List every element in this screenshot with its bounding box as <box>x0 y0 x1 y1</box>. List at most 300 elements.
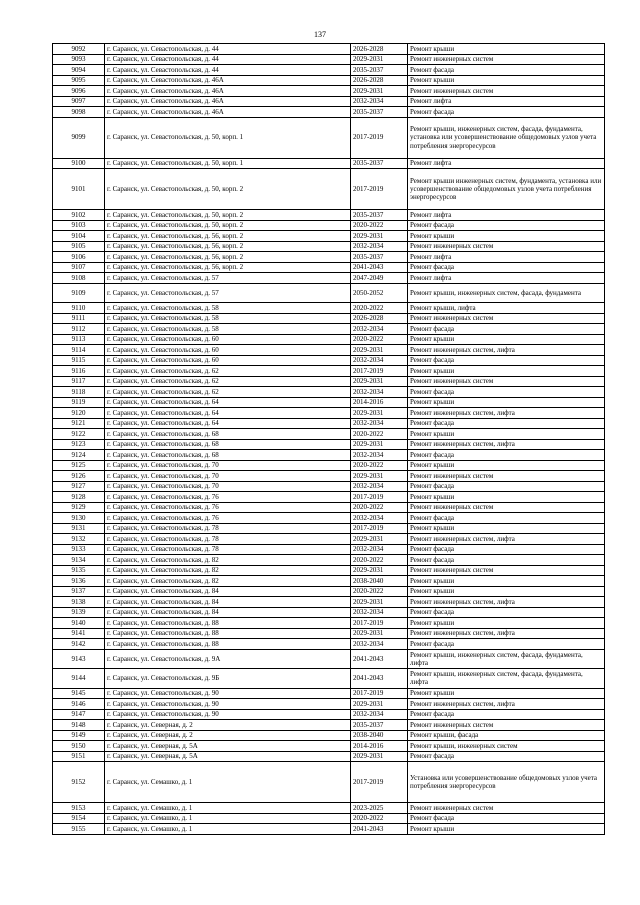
work-type-cell: Ремонт лифта <box>408 252 605 263</box>
period-cell: 2035-2037 <box>351 65 408 76</box>
row-number-cell: 9132 <box>53 534 105 545</box>
work-type-cell: Ремонт крыши <box>408 397 605 408</box>
period-cell: 2038-2040 <box>351 730 408 741</box>
work-type-cell: Ремонт лифта <box>408 210 605 221</box>
table-row <box>53 597 605 608</box>
work-type-cell: Ремонт инженерных систем, лифта <box>408 408 605 419</box>
address-cell: г. Саранск, ул. Севастопольская, д. 76 <box>105 513 351 524</box>
period-cell: 2041-2043 <box>351 669 408 689</box>
row-number-cell: 9138 <box>53 597 105 608</box>
table-row <box>53 283 605 303</box>
table-row <box>53 158 605 169</box>
row-number-cell: 9134 <box>53 555 105 566</box>
row-number-cell: 9104 <box>53 231 105 242</box>
row-number-cell: 9107 <box>53 262 105 273</box>
work-type-cell: Ремонт крыши <box>408 334 605 345</box>
period-cell: 2017-2019 <box>351 523 408 534</box>
table-row <box>53 762 605 803</box>
address-cell: г. Саранск, ул. Семашко, д. 1 <box>105 824 351 835</box>
work-type-cell: Ремонт фасада <box>408 481 605 492</box>
address-cell: г. Саранск, ул. Севастопольская, д. 50, корп. 2 <box>105 220 351 231</box>
work-type-cell: Ремонт инженерных систем <box>408 471 605 482</box>
table-row <box>53 262 605 273</box>
table-row <box>53 813 605 824</box>
table-row <box>53 492 605 503</box>
work-type-cell: Ремонт крыши <box>408 523 605 534</box>
period-cell: 2020-2022 <box>351 334 408 345</box>
row-number-cell: 9148 <box>53 720 105 731</box>
address-cell: г. Саранск, ул. Севастопольская, д. 46А <box>105 75 351 86</box>
address-cell: г. Саранск, ул. Севастопольская, д. 46А <box>105 96 351 107</box>
row-number-cell: 9099 <box>53 117 105 158</box>
row-number-cell: 9137 <box>53 586 105 597</box>
period-cell: 2029-2031 <box>351 628 408 639</box>
work-type-cell: Ремонт фасада <box>408 607 605 618</box>
period-cell: 2017-2019 <box>351 169 408 210</box>
address-cell: г. Саранск, ул. Семашко, д. 1 <box>105 813 351 824</box>
row-number-cell: 9116 <box>53 366 105 377</box>
row-number-cell: 9124 <box>53 450 105 461</box>
row-number-cell: 9154 <box>53 813 105 824</box>
address-cell: г. Саранск, ул. Севастопольская, д. 64 <box>105 408 351 419</box>
work-type-cell: Ремонт фасада <box>408 813 605 824</box>
address-cell: г. Саранск, ул. Севастопольская, д. 90 <box>105 709 351 720</box>
work-type-cell: Ремонт крыши, инженерных систем, фасада, фундамента, лифта <box>408 669 605 689</box>
row-number-cell: 9111 <box>53 313 105 324</box>
period-cell: 2020-2022 <box>351 460 408 471</box>
work-type-cell: Ремонт крыши, инженерных систем, фасада, фундамента, лифта <box>408 649 605 669</box>
address-cell: г. Саранск, ул. Севастопольская, д. 60 <box>105 345 351 356</box>
period-cell: 2029-2031 <box>351 565 408 576</box>
table-row <box>53 565 605 576</box>
row-number-cell: 9126 <box>53 471 105 482</box>
row-number-cell: 9094 <box>53 65 105 76</box>
period-cell: 2026-2028 <box>351 44 408 55</box>
work-type-cell: Ремонт крыши, инженерных систем <box>408 741 605 752</box>
row-number-cell: 9144 <box>53 669 105 689</box>
address-cell: г. Саранск, ул. Севастопольская, д. 84 <box>105 586 351 597</box>
row-number-cell: 9139 <box>53 607 105 618</box>
page-number: 137 <box>314 30 326 39</box>
row-number-cell: 9095 <box>53 75 105 86</box>
table-row <box>53 720 605 731</box>
address-cell: г. Саранск, ул. Севастопольская, д. 70 <box>105 460 351 471</box>
period-cell: 2029-2031 <box>351 54 408 65</box>
row-number-cell: 9102 <box>53 210 105 221</box>
work-type-cell: Ремонт фасада <box>408 751 605 762</box>
period-cell: 2017-2019 <box>351 762 408 803</box>
period-cell: 2032-2034 <box>351 544 408 555</box>
work-type-cell: Ремонт фасада <box>408 639 605 650</box>
table-row <box>53 555 605 566</box>
address-cell: г. Саранск, ул. Севастопольская, д. 60 <box>105 334 351 345</box>
period-cell: 2035-2037 <box>351 210 408 221</box>
table-row <box>53 513 605 524</box>
row-number-cell: 9127 <box>53 481 105 492</box>
table-row <box>53 273 605 284</box>
row-number-cell: 9131 <box>53 523 105 534</box>
address-cell: г. Саранск, ул. Севастопольская, д. 68 <box>105 429 351 440</box>
period-cell: 2035-2037 <box>351 158 408 169</box>
table-row <box>53 334 605 345</box>
address-cell: г. Саранск, ул. Севастопольская, д. 56, корп. 2 <box>105 252 351 263</box>
row-number-cell: 9136 <box>53 576 105 587</box>
table-row <box>53 618 605 629</box>
table-row <box>53 366 605 377</box>
address-cell: г. Саранск, ул. Севастопольская, д. 56, корп. 2 <box>105 241 351 252</box>
period-cell: 2032-2034 <box>351 418 408 429</box>
table-row <box>53 376 605 387</box>
table-row <box>53 54 605 65</box>
period-cell: 2026-2028 <box>351 75 408 86</box>
work-type-cell: Ремонт инженерных систем, лифта <box>408 628 605 639</box>
row-number-cell: 9112 <box>53 324 105 335</box>
work-type-cell: Ремонт крыши <box>408 824 605 835</box>
table-row <box>53 607 605 618</box>
work-type-cell: Ремонт инженерных систем <box>408 86 605 97</box>
period-cell: 2017-2019 <box>351 492 408 503</box>
period-cell: 2020-2022 <box>351 303 408 314</box>
work-type-cell: Установка или усовершенствование общедомовых узлов учета потребления энергоресурсов <box>408 762 605 803</box>
row-number-cell: 9130 <box>53 513 105 524</box>
row-number-cell: 9150 <box>53 741 105 752</box>
period-cell: 2017-2019 <box>351 618 408 629</box>
address-cell: г. Саранск, ул. Севастопольская, д. 44 <box>105 44 351 55</box>
period-cell: 2032-2034 <box>351 387 408 398</box>
work-type-cell: Ремонт инженерных систем, лифта <box>408 534 605 545</box>
row-number-cell: 9125 <box>53 460 105 471</box>
table-row <box>53 523 605 534</box>
row-number-cell: 9097 <box>53 96 105 107</box>
address-cell: г. Саранск, ул. Семашко, д. 1 <box>105 803 351 814</box>
work-type-cell: Ремонт фасада <box>408 544 605 555</box>
address-cell: г. Саранск, ул. Севастопольская, д. 60 <box>105 355 351 366</box>
address-cell: г. Саранск, ул. Севастопольская, д. 78 <box>105 544 351 555</box>
period-cell: 2020-2022 <box>351 555 408 566</box>
row-number-cell: 9121 <box>53 418 105 429</box>
row-number-cell: 9140 <box>53 618 105 629</box>
period-cell: 2023-2025 <box>351 803 408 814</box>
row-number-cell: 9152 <box>53 762 105 803</box>
row-number-cell: 9155 <box>53 824 105 835</box>
period-cell: 2041-2043 <box>351 649 408 669</box>
row-number-cell: 9098 <box>53 107 105 118</box>
work-type-cell: Ремонт инженерных систем, лифта <box>408 439 605 450</box>
address-cell: г. Саранск, ул. Севастопольская, д. 58 <box>105 303 351 314</box>
row-number-cell: 9105 <box>53 241 105 252</box>
work-type-cell: Ремонт лифта <box>408 158 605 169</box>
row-number-cell: 9149 <box>53 730 105 741</box>
period-cell: 2029-2031 <box>351 439 408 450</box>
table-row <box>53 429 605 440</box>
row-number-cell: 9151 <box>53 751 105 762</box>
work-type-cell: Ремонт крыши <box>408 688 605 699</box>
table-row <box>53 408 605 419</box>
period-cell: 2017-2019 <box>351 366 408 377</box>
address-cell: г. Саранск, ул. Севастопольская, д. 56, корп. 2 <box>105 231 351 242</box>
work-type-cell: Ремонт крыши <box>408 429 605 440</box>
address-cell: г. Саранск, ул. Севастопольская, д. 50, корп. 1 <box>105 158 351 169</box>
row-number-cell: 9103 <box>53 220 105 231</box>
address-cell: г. Саранск, ул. Севастопольская, д. 50, корп. 2 <box>105 169 351 210</box>
work-type-cell: Ремонт крыши, инженерных систем, фасада, фундамента, установка или усовершенствование общедомовых узлов учета потребления энергоресурсов <box>408 117 605 158</box>
table-row <box>53 387 605 398</box>
row-number-cell: 9123 <box>53 439 105 450</box>
table-row <box>53 639 605 650</box>
work-type-cell: Ремонт инженерных систем, лифта <box>408 597 605 608</box>
work-type-cell: Ремонт фасада <box>408 513 605 524</box>
address-cell: г. Саранск, ул. Севастопольская, д. 82 <box>105 565 351 576</box>
period-cell: 2032-2034 <box>351 709 408 720</box>
address-cell: г. Саранск, ул. Северная, д. 5А <box>105 751 351 762</box>
work-type-cell: Ремонт крыши <box>408 586 605 597</box>
table-row <box>53 803 605 814</box>
period-cell: 2029-2031 <box>351 597 408 608</box>
period-cell: 2041-2043 <box>351 824 408 835</box>
address-cell: г. Саранск, ул. Севастопольская, д. 50, корп. 1 <box>105 117 351 158</box>
work-type-cell: Ремонт крыши <box>408 576 605 587</box>
period-cell: 2032-2034 <box>351 481 408 492</box>
period-cell: 2014-2016 <box>351 741 408 752</box>
row-number-cell: 9135 <box>53 565 105 576</box>
row-number-cell: 9108 <box>53 273 105 284</box>
table-row <box>53 450 605 461</box>
row-number-cell: 9113 <box>53 334 105 345</box>
period-cell: 2050-2052 <box>351 283 408 303</box>
work-type-cell: Ремонт фасада <box>408 387 605 398</box>
work-type-cell: Ремонт крыши <box>408 460 605 471</box>
period-cell: 2032-2034 <box>351 513 408 524</box>
table-row <box>53 709 605 720</box>
work-type-cell: Ремонт инженерных систем <box>408 502 605 513</box>
work-type-cell: Ремонт крыши <box>408 44 605 55</box>
address-cell: г. Саранск, ул. Севастопольская, д. 62 <box>105 387 351 398</box>
table-row <box>53 688 605 699</box>
work-type-cell: Ремонт крыши, фасада <box>408 730 605 741</box>
table-row <box>53 241 605 252</box>
period-cell: 2032-2034 <box>351 241 408 252</box>
table-row <box>53 313 605 324</box>
work-type-cell: Ремонт крыши <box>408 618 605 629</box>
work-type-cell: Ремонт фасада <box>408 324 605 335</box>
table-row <box>53 439 605 450</box>
period-cell: 2020-2022 <box>351 502 408 513</box>
work-type-cell: Ремонт крыши <box>408 492 605 503</box>
row-number-cell: 9142 <box>53 639 105 650</box>
address-cell: г. Саранск, ул. Севастопольская, д. 68 <box>105 450 351 461</box>
table-row <box>53 741 605 752</box>
row-number-cell: 9145 <box>53 688 105 699</box>
address-cell: г. Саранск, ул. Севастопольская, д. 64 <box>105 418 351 429</box>
period-cell: 2029-2031 <box>351 699 408 710</box>
table-row <box>53 418 605 429</box>
work-type-cell: Ремонт фасада <box>408 450 605 461</box>
table-row <box>53 751 605 762</box>
row-number-cell: 9143 <box>53 649 105 669</box>
period-cell: 2029-2031 <box>351 534 408 545</box>
address-cell: г. Саранск, ул. Севастопольская, д. 58 <box>105 324 351 335</box>
period-cell: 2020-2022 <box>351 220 408 231</box>
address-cell: г. Саранск, ул. Севастопольская, д. 84 <box>105 597 351 608</box>
table-row <box>53 586 605 597</box>
work-type-cell: Ремонт инженерных систем <box>408 565 605 576</box>
address-cell: г. Саранск, ул. Севастопольская, д. 44 <box>105 65 351 76</box>
address-cell: г. Саранск, ул. Севастопольская, д. 76 <box>105 502 351 513</box>
work-type-cell: Ремонт крыши <box>408 231 605 242</box>
table-row <box>53 210 605 221</box>
work-type-cell: Ремонт крыши, инженерных систем, фасада, фундамента <box>408 283 605 303</box>
row-number-cell: 9109 <box>53 283 105 303</box>
table-row <box>53 44 605 55</box>
period-cell: 2017-2019 <box>351 688 408 699</box>
row-number-cell: 9114 <box>53 345 105 356</box>
work-type-cell: Ремонт крыши <box>408 366 605 377</box>
work-type-cell: Ремонт фасада <box>408 709 605 720</box>
row-number-cell: 9117 <box>53 376 105 387</box>
period-cell: 2032-2034 <box>351 607 408 618</box>
work-type-cell: Ремонт инженерных систем, лифта <box>408 699 605 710</box>
period-cell: 2020-2022 <box>351 813 408 824</box>
work-type-cell: Ремонт фасада <box>408 555 605 566</box>
period-cell: 2029-2031 <box>351 471 408 482</box>
address-cell: г. Саранск, ул. Северная, д. 5А <box>105 741 351 752</box>
table-row <box>53 96 605 107</box>
table-row <box>53 65 605 76</box>
table-row <box>53 669 605 689</box>
row-number-cell: 9128 <box>53 492 105 503</box>
address-cell: г. Саранск, ул. Севастопольская, д. 70 <box>105 481 351 492</box>
address-cell: г. Саранск, ул. Севастопольская, д. 88 <box>105 628 351 639</box>
period-cell: 2041-2043 <box>351 262 408 273</box>
work-type-cell: Ремонт лифта <box>408 96 605 107</box>
period-cell: 2029-2031 <box>351 408 408 419</box>
period-cell: 2038-2040 <box>351 576 408 587</box>
address-cell: г. Саранск, ул. Севастопольская, д. 46А <box>105 86 351 97</box>
address-cell: г. Саранск, ул. Севастопольская, д. 57 <box>105 283 351 303</box>
work-type-cell: Ремонт фасада <box>408 418 605 429</box>
table-row <box>53 75 605 86</box>
table-row <box>53 481 605 492</box>
work-type-cell: Ремонт фасада <box>408 220 605 231</box>
period-cell: 2032-2034 <box>351 450 408 461</box>
work-type-cell: Ремонт инженерных систем, лифта <box>408 345 605 356</box>
period-cell: 2020-2022 <box>351 586 408 597</box>
table-row <box>53 397 605 408</box>
table-row <box>53 345 605 356</box>
address-cell: г. Саранск, ул. Севастопольская, д. 9А <box>105 649 351 669</box>
address-cell: г. Саранск, ул. Севастопольская, д. 9Б <box>105 669 351 689</box>
row-number-cell: 9100 <box>53 158 105 169</box>
address-cell: г. Саранск, ул. Севастопольская, д. 44 <box>105 54 351 65</box>
table-row <box>53 649 605 669</box>
table-row <box>53 303 605 314</box>
work-type-cell: Ремонт инженерных систем <box>408 54 605 65</box>
address-cell: г. Саранск, ул. Севастопольская, д. 82 <box>105 555 351 566</box>
address-cell: г. Саранск, ул. Севастопольская, д. 78 <box>105 523 351 534</box>
address-cell: г. Саранск, ул. Севастопольская, д. 62 <box>105 366 351 377</box>
address-cell: г. Саранск, ул. Семашко, д. 1 <box>105 762 351 803</box>
table-row <box>53 86 605 97</box>
repair-schedule-table <box>52 43 605 835</box>
row-number-cell: 9096 <box>53 86 105 97</box>
table-row <box>53 534 605 545</box>
period-cell: 2035-2037 <box>351 107 408 118</box>
period-cell: 2035-2037 <box>351 720 408 731</box>
table-row <box>53 220 605 231</box>
work-type-cell: Ремонт фасада <box>408 65 605 76</box>
table-row <box>53 502 605 513</box>
address-cell: г. Саранск, ул. Севастопольская, д. 88 <box>105 618 351 629</box>
row-number-cell: 9153 <box>53 803 105 814</box>
row-number-cell: 9133 <box>53 544 105 555</box>
row-number-cell: 9092 <box>53 44 105 55</box>
address-cell: г. Саранск, ул. Севастопольская, д. 90 <box>105 688 351 699</box>
work-type-cell: Ремонт фасада <box>408 355 605 366</box>
row-number-cell: 9118 <box>53 387 105 398</box>
address-cell: г. Саранск, ул. Севастопольская, д. 68 <box>105 439 351 450</box>
work-type-cell: Ремонт фасада <box>408 262 605 273</box>
address-cell: г. Саранск, ул. Севастопольская, д. 78 <box>105 534 351 545</box>
address-cell: г. Саранск, ул. Севастопольская, д. 50, корп. 2 <box>105 210 351 221</box>
row-number-cell: 9106 <box>53 252 105 263</box>
work-type-cell: Ремонт фасада <box>408 107 605 118</box>
address-cell: г. Саранск, ул. Севастопольская, д. 90 <box>105 699 351 710</box>
table-row <box>53 471 605 482</box>
table-row <box>53 169 605 210</box>
work-type-cell: Ремонт инженерных систем <box>408 803 605 814</box>
table-row <box>53 355 605 366</box>
work-type-cell: Ремонт крыши <box>408 75 605 86</box>
table-row <box>53 576 605 587</box>
address-cell: г. Саранск, ул. Севастопольская, д. 62 <box>105 376 351 387</box>
address-cell: г. Саранск, ул. Северная, д. 2 <box>105 730 351 741</box>
row-number-cell: 9146 <box>53 699 105 710</box>
period-cell: 2029-2031 <box>351 231 408 242</box>
row-number-cell: 9115 <box>53 355 105 366</box>
address-cell: г. Саранск, ул. Севастопольская, д. 46А <box>105 107 351 118</box>
period-cell: 2032-2034 <box>351 96 408 107</box>
address-cell: г. Саранск, ул. Севастопольская, д. 58 <box>105 313 351 324</box>
table-row <box>53 699 605 710</box>
period-cell: 2026-2028 <box>351 313 408 324</box>
table-row <box>53 824 605 835</box>
period-cell: 2029-2031 <box>351 376 408 387</box>
row-number-cell: 9120 <box>53 408 105 419</box>
table-row <box>53 460 605 471</box>
period-cell: 2014-2016 <box>351 397 408 408</box>
address-cell: г. Саранск, ул. Севастопольская, д. 57 <box>105 273 351 284</box>
work-type-cell: Ремонт инженерных систем <box>408 313 605 324</box>
table-row <box>53 628 605 639</box>
period-cell: 2020-2022 <box>351 429 408 440</box>
work-type-cell: Ремонт крыши инженерных систем, фундамента, установка или усовершенствование общедомовых узлов учета потребления энергоресурсов <box>408 169 605 210</box>
row-number-cell: 9147 <box>53 709 105 720</box>
work-type-cell: Ремонт инженерных систем <box>408 720 605 731</box>
work-type-cell: Ремонт лифта <box>408 273 605 284</box>
work-type-cell: Ремонт инженерных систем <box>408 241 605 252</box>
row-number-cell: 9129 <box>53 502 105 513</box>
period-cell: 2032-2034 <box>351 324 408 335</box>
table-row <box>53 117 605 158</box>
period-cell: 2029-2031 <box>351 751 408 762</box>
period-cell: 2032-2034 <box>351 355 408 366</box>
row-number-cell: 9110 <box>53 303 105 314</box>
table-body <box>53 44 605 835</box>
period-cell: 2047-2049 <box>351 273 408 284</box>
table-row <box>53 544 605 555</box>
period-cell: 2029-2031 <box>351 345 408 356</box>
table-row <box>53 730 605 741</box>
